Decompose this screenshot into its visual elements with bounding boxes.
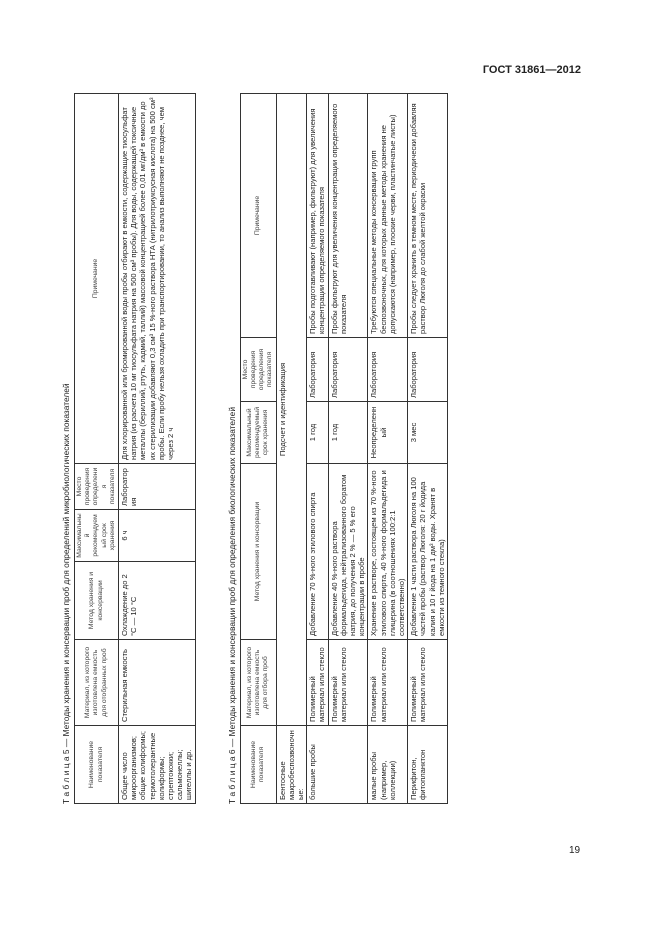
table6-header-row <box>240 94 276 804</box>
cell-name: большие пробы <box>307 726 368 804</box>
cell-note: Требуются специальные методы консервации групп беспозвоночных, для которых данные методы хранения не допускаются (например, плоские черви, пластинчатые листы) <box>368 94 408 338</box>
table6-col-name: Наименование показателя <box>240 726 276 804</box>
table6-col-material: Материал, из которого изготовлена емкость для отбора проб <box>240 640 276 726</box>
table6-caption: Т а б л и ц а 6 — Методы хранения и консервации проб для определения биологических показателей <box>226 406 237 804</box>
cell-place: Лаборатория <box>408 338 448 402</box>
cell-material: Стерильная емкость <box>119 640 196 726</box>
table-row <box>307 94 328 804</box>
cell-method: Добавление 40 %-ного раствора формальдегида, нейтрализованного боратом натрия, до получения 2 % — 5 % его концентрации в пробе <box>328 464 368 640</box>
cell-group: Бентосные макробеспозвоночные: <box>276 726 307 804</box>
table5-col-term: Максимальный рекомендуемый срок хранения <box>75 510 119 562</box>
document-header: ГОСТ 31861—2012 <box>482 64 581 76</box>
cell-place: Лаборатория <box>328 338 368 402</box>
section-label: Подсчет и идентификация <box>276 94 307 726</box>
table5-col-note: Примечание <box>75 94 119 464</box>
table5-caption: Т а б л и ц а 5 — Методы хранения и консервации проб для определений микробиологических показателей <box>61 383 71 804</box>
table5-header-row <box>75 94 119 804</box>
cell-note: Пробы фильтруют для увеличения концентрации определяемого показателя <box>328 94 368 338</box>
cell-material: Полимерный материал или стекло <box>307 640 328 726</box>
cell-name: Общее число микроорганизмов; общие колиформы; термотолерантные колиформы; стрептококки; сальмонеллы; шигеллы и др. <box>119 726 196 804</box>
cell-term: 3 мес <box>408 402 448 464</box>
table5-col-method: Метод хранения и консервации <box>75 562 119 640</box>
cell-term: 1 год <box>328 402 368 464</box>
cell-material: Полимерный материал или стекло <box>408 640 448 726</box>
cell-place: Лаборатория <box>119 464 196 510</box>
table-row <box>328 94 368 804</box>
table6-col-method: Метод хранения и консервации <box>240 464 276 640</box>
table-row <box>368 94 408 804</box>
cell-name: малые пробы (например, коллекции) <box>368 726 408 804</box>
cell-method: Добавление 1 части раствора Люголя на 100 частей пробы (раствор Люголя: 20 г йодида калия и 10 г йода на 1 дм³ воды. Хранят в емкости из темного стекла) <box>408 464 448 640</box>
rotated-content <box>60 94 570 804</box>
table5 <box>74 93 196 804</box>
cell-term: 1 год <box>307 402 328 464</box>
cell-method: Охлаждение до 2 °С — 10 °С <box>119 562 196 640</box>
table-row <box>119 94 196 804</box>
page-number: 19 <box>569 845 581 856</box>
table6-section-row <box>276 94 307 804</box>
cell-place: Лаборатория <box>368 338 408 402</box>
table6-col-place: Место проведения определения показателя <box>240 338 276 402</box>
table5-col-place: Место проведения определения показателя <box>75 464 119 510</box>
table5-col-name: Наименование показателя <box>75 726 119 804</box>
table5-col-material: Материал, из которого изготовлена емкость для отобранных проб <box>75 640 119 726</box>
cell-note: Для хлорированной или бромированной воды пробы отбирают в емкости, содержащие тиосульфат натрия (из расчета 10 мг тиосульфата натрия на 500 см³ пробы). Для воды, содержащей токсичные металлы (бериллий, ртуть, кадмий, таллий) массовой концентрацией более 0,01 мг/дм³ в емкости до их стерилизации добавляют 0,3 см³ 15 %-ного раствора НТА (нитрилотриуксусная кислота) на 500 см³ пробы. Если пробу нельзя охладить при транспортировании, то анализ выполняют не позднее, чем через 2 ч <box>119 94 196 464</box>
cell-note: Пробы следует хранить в темном месте, периодически добавляя раствор Люголя до слабой желтой окраски <box>408 94 448 338</box>
cell-term: Неопределенный <box>368 402 408 464</box>
cell-material: Полимерный материал или стекло <box>328 640 368 726</box>
cell-material: Полимерный материал или стекло <box>368 640 408 726</box>
cell-name: Перифитон, фитопланктон <box>408 726 448 804</box>
table-row <box>408 94 448 804</box>
cell-method: Добавление 70 %-ного этилового спирта <box>307 464 328 640</box>
cell-method: Хранение в растворе, состоящем из 70 %-ного этилового спирта, 40 %-ного формальдегида и глицерина (в соотношениях 100:2:1 соответственно) <box>368 464 408 640</box>
table6-col-note: Примечание <box>240 94 276 338</box>
cell-term: 6 ч <box>119 510 196 562</box>
cell-place: Лаборатория <box>307 338 328 402</box>
cell-note: Пробы подготавливают (например, фильтруют) для увеличения концентрации определяемого показателя <box>307 94 328 338</box>
table6-col-term: Максимальный рекомендуемый срок хранения <box>240 402 276 464</box>
table6 <box>240 93 448 804</box>
